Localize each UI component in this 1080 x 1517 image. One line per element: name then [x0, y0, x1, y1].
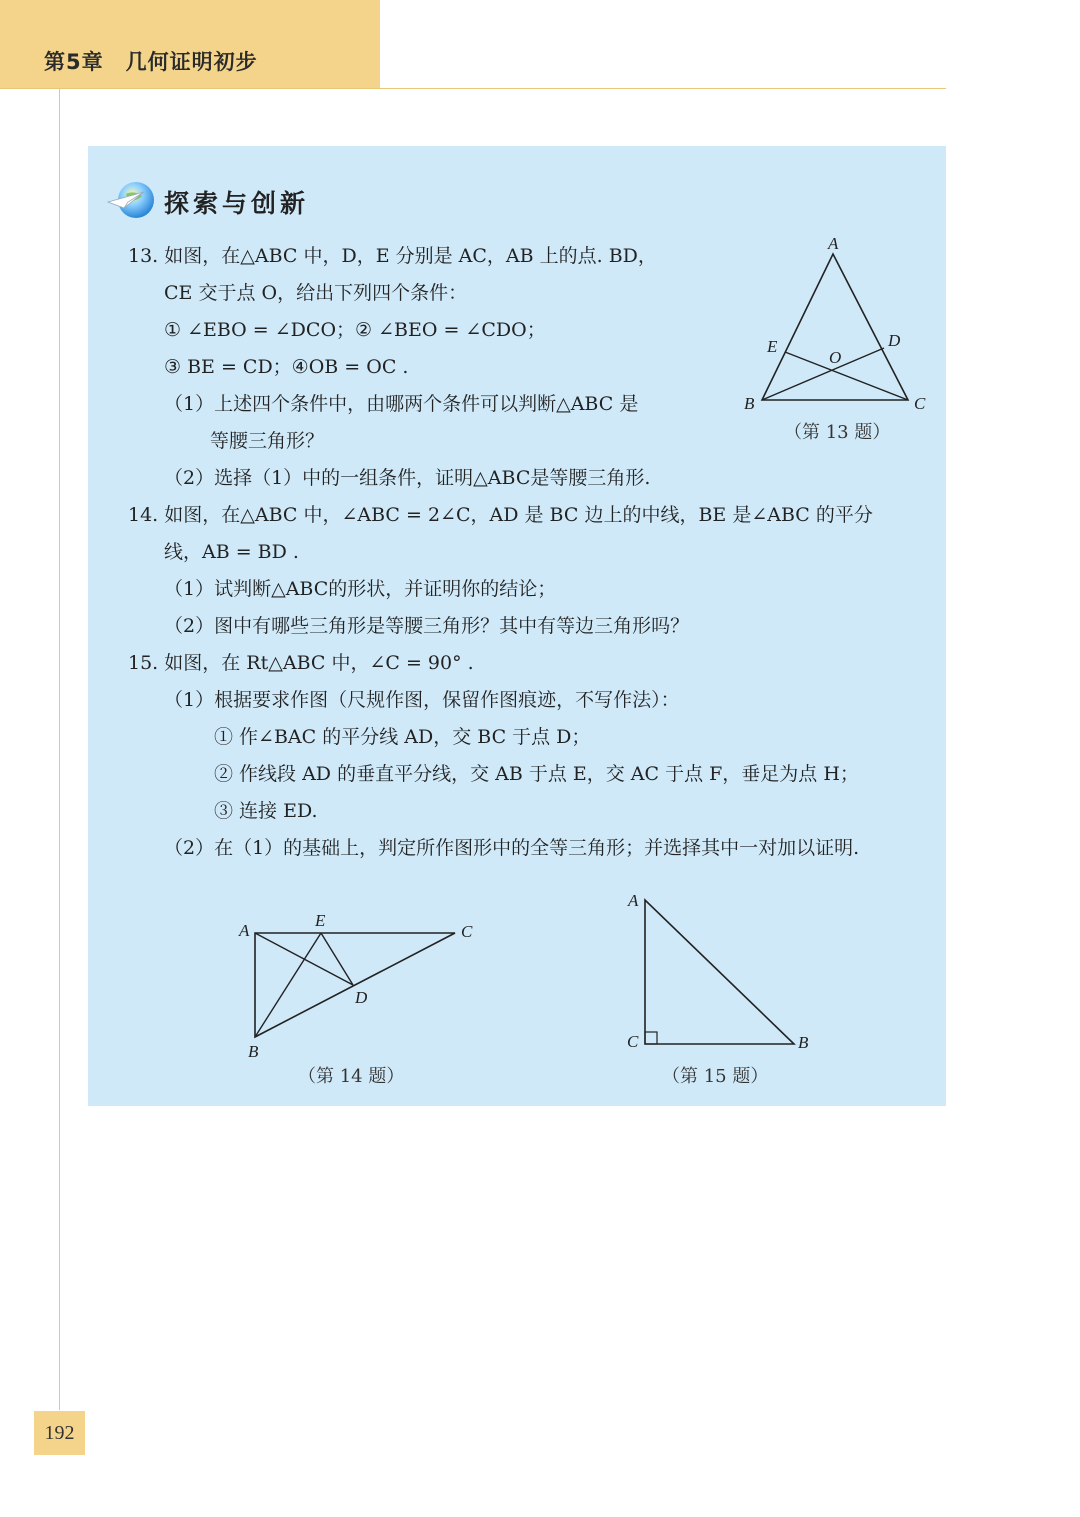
figure-15: [620, 888, 820, 1053]
p13-line-7: （2）选择（1）中的一组条件，证明△ABC是等腰三角形.: [164, 467, 651, 489]
label-b: B: [798, 1033, 809, 1052]
p13-line-3: ① ∠EBO = ∠DCO；② ∠BEO = ∠CDO；: [164, 319, 546, 341]
segment-bd: [762, 348, 884, 400]
p13-line-1: 13. 如图，在△ABC 中，D，E 分别是 AC，AB 上的点. BD，: [128, 245, 657, 267]
figure-13-caption: （第 13 题）: [784, 422, 891, 443]
label-c: C: [914, 394, 926, 412]
figure-15-caption: （第 15 题）: [662, 1066, 769, 1087]
label-d: D: [888, 331, 901, 350]
label-b: B: [248, 1042, 259, 1061]
p15-line-2: （1）根据要求作图（尺规作图，保留作图痕迹，不写作法）：: [164, 689, 680, 711]
section-title: 探索与创新: [164, 189, 310, 218]
p15-line-3: ① 作∠BAC 的平分线 AD，交 BC 于点 D；: [214, 726, 591, 748]
chapter-title: 第5章 几何证明初步: [44, 50, 258, 74]
triangle-abc: [762, 254, 908, 400]
figure-14-caption: （第 14 题）: [298, 1066, 405, 1087]
header-rule: [0, 88, 946, 89]
label-a: A: [828, 234, 839, 253]
margin-rule: [59, 88, 60, 1410]
label-c: C: [461, 922, 473, 941]
figure-14: [225, 905, 485, 1065]
label-b: B: [744, 394, 755, 412]
segment-ce: [785, 352, 908, 400]
segment-be: [255, 933, 321, 1037]
p14-line-2: 线，AB = BD .: [164, 541, 299, 563]
label-d: D: [355, 988, 368, 1007]
p14-line-3: （1）试判断△ABC的形状，并证明你的结论；: [164, 578, 557, 600]
p15-line-6: （2）在（1）的基础上，判定所作图形中的全等三角形；并选择其中一对加以证明.: [164, 837, 860, 859]
p13-line-5: （1）上述四个条件中，由哪两个条件可以判断△ABC 是: [164, 393, 639, 415]
p15-line-1: 15. 如图，在 Rt△ABC 中，∠C = 90° .: [128, 652, 474, 674]
label-o: O: [829, 348, 842, 367]
p13-line-6: 等腰三角形？: [210, 430, 325, 452]
label-c: C: [627, 1032, 639, 1051]
p15-line-4: ② 作线段 AD 的垂直平分线，交 AB 于点 E，交 AC 于点 F，垂足为点 H；: [214, 763, 859, 785]
triangle-abc: [645, 900, 794, 1044]
label-e: E: [315, 911, 326, 930]
p13-line-2: CE 交于点 O，给出下列四个条件：: [164, 282, 468, 304]
figure-13: [730, 232, 940, 412]
p14-line-1: 14. 如图，在△ABC 中，∠ABC = 2∠C，AD 是 BC 边上的中线，BE 是∠ABC 的平分: [128, 504, 873, 526]
label-e: E: [767, 337, 778, 356]
page-number: 192: [34, 1411, 85, 1455]
label-a: A: [628, 891, 639, 910]
label-a: A: [239, 921, 250, 940]
p14-line-4: （2）图中有哪些三角形是等腰三角形？其中有等边三角形吗？: [164, 615, 690, 637]
globe-paper-plane-icon: [106, 178, 158, 222]
right-angle-mark: [645, 1032, 657, 1044]
p15-line-5: ③ 连接 ED.: [214, 800, 318, 822]
p13-line-4: ③ BE = CD；④OB = OC .: [164, 356, 409, 378]
